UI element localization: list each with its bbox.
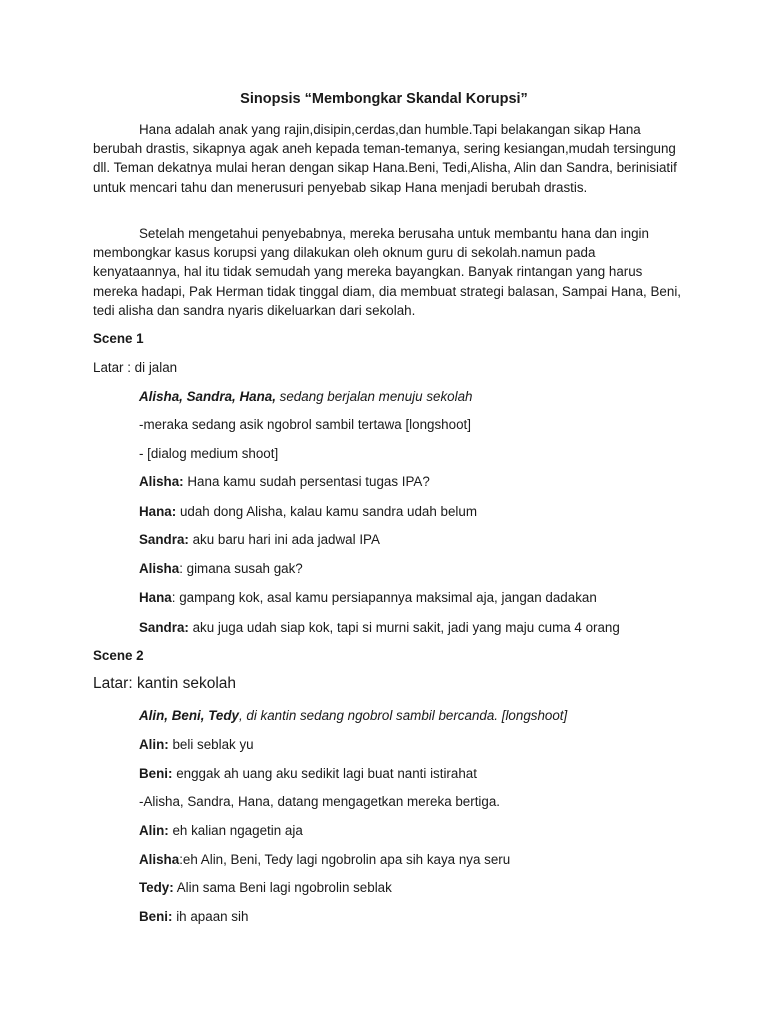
dialog-speaker: Alisha: [139, 474, 184, 489]
dialog-line [139, 560, 303, 578]
dialog-speaker: Alin: [139, 737, 169, 752]
dialog-speaker: Beni: [139, 766, 173, 781]
dialog-speaker: Sandra: [139, 620, 189, 635]
dialog-speaker: Hana [139, 590, 172, 605]
scene-1-cast: Alisha, Sandra, Hana, [139, 389, 276, 404]
dialog-speaker: Hana: [139, 504, 177, 519]
dialog-text: udah dong Alisha, kalau kamu sandra udah belum [176, 504, 477, 519]
document-title: Sinopsis “Membongkar Skandal Korupsi” [240, 91, 528, 107]
dialog-speaker: Alisha [139, 852, 180, 867]
dialog-text: ih apaan sih [172, 909, 249, 924]
dialog-line [139, 822, 303, 840]
dialog-text: : gampang kok, asal kamu persiapannya maksimal aja, jangan dadakan [171, 590, 597, 605]
dialog-text: : gimana susah gak? [179, 561, 303, 576]
dialog-speaker: Alisha [139, 561, 180, 576]
dialog-speaker: Sandra: [139, 532, 189, 547]
dialog-line [139, 879, 392, 897]
scene-2-cast-action: , di kantin sedang ngobrol sambil bercanda. [longshoot] [238, 708, 568, 723]
dialog-text: aku baru hari ini ada jadwal IPA [188, 532, 380, 547]
dialog-text: eh kalian ngagetin aja [168, 823, 303, 838]
dialog-line [139, 589, 597, 607]
scene-2-heading: Scene 2 [93, 648, 144, 663]
dialog-line [139, 736, 254, 754]
dialog-line [139, 619, 620, 637]
synopsis-paragraph-1: Hana adalah anak yang rajin,disipin,cerdas,dan humble.Tapi belakangan sikap Hana berubah drastis, sikapnya agak aneh kepada teman-temanya, sering kesiangan,mudah tersingung dll. Teman dekatnya mulai heran dengan sikap Hana.Beni, Tedi,Alisha, Alin dan Sandra, berinisiatif untuk mencari tahu dan menerusuri penyebab sikap Hana menjadi berubah drastis. [93, 122, 677, 195]
dialog-text: enggak ah uang aku sedikit lagi buat nanti istirahat [172, 766, 477, 781]
scene-2-cast-line [139, 707, 567, 725]
dialog-text: Alin sama Beni lagi ngobrolin seblak [173, 880, 392, 895]
dialog-line [139, 473, 430, 491]
dialog-text: :eh Alin, Beni, Tedy lagi ngobrolin apa sih kaya nya seru [179, 852, 511, 867]
dialog-line [139, 851, 510, 869]
scene-2-setting: Latar: kantin sekolah [93, 675, 237, 692]
scene-1-direction-1: -meraka sedang asik ngobrol sambil tertawa [longshoot] [139, 417, 471, 432]
dialog-line [139, 531, 380, 549]
scene-1-setting: Latar : di jalan [93, 360, 178, 375]
scene-1-heading: Scene 1 [93, 331, 144, 346]
synopsis-paragraph-2: Setelah mengetahui penyebabnya, mereka berusaha untuk membantu hana dan ingin membongkar kasus korupsi yang dilakukan oleh oknum guru di sekolah.namun pada kenyataannya, hal itu tidak semudah yang mereka bayangkan. Banyak rintangan yang harus mereka hadapi, Pak Herman tidak tinggal diam, dia membuat strategi balasan, Sampai Hana, Beni, tedi alisha dan sandra nyaris dikeluarkan dari sekolah. [93, 226, 682, 318]
dialog-speaker: Tedy: [139, 880, 174, 895]
dialog-text: Hana kamu sudah persentasi tugas IPA? [183, 474, 430, 489]
dialog-line [139, 503, 477, 521]
dialog-line [139, 765, 477, 783]
dialog-text: beli seblak yu [168, 737, 254, 752]
scene-1-cast-action: sedang berjalan menuju sekolah [275, 389, 473, 404]
scene-1-cast-line [139, 388, 472, 406]
dialog-text: aku juga udah siap kok, tapi si murni sakit, jadi yang maju cuma 4 orang [188, 620, 620, 635]
dialog-line [139, 908, 248, 926]
scene-1-direction-2: - [dialog medium shoot] [139, 446, 279, 461]
scene-2-direction: -Alisha, Sandra, Hana, datang mengagetkan mereka bertiga. [139, 794, 501, 809]
scene-2-cast: Alin, Beni, Tedy [139, 708, 239, 723]
dialog-speaker: Beni: [139, 909, 173, 924]
dialog-speaker: Alin: [139, 823, 169, 838]
